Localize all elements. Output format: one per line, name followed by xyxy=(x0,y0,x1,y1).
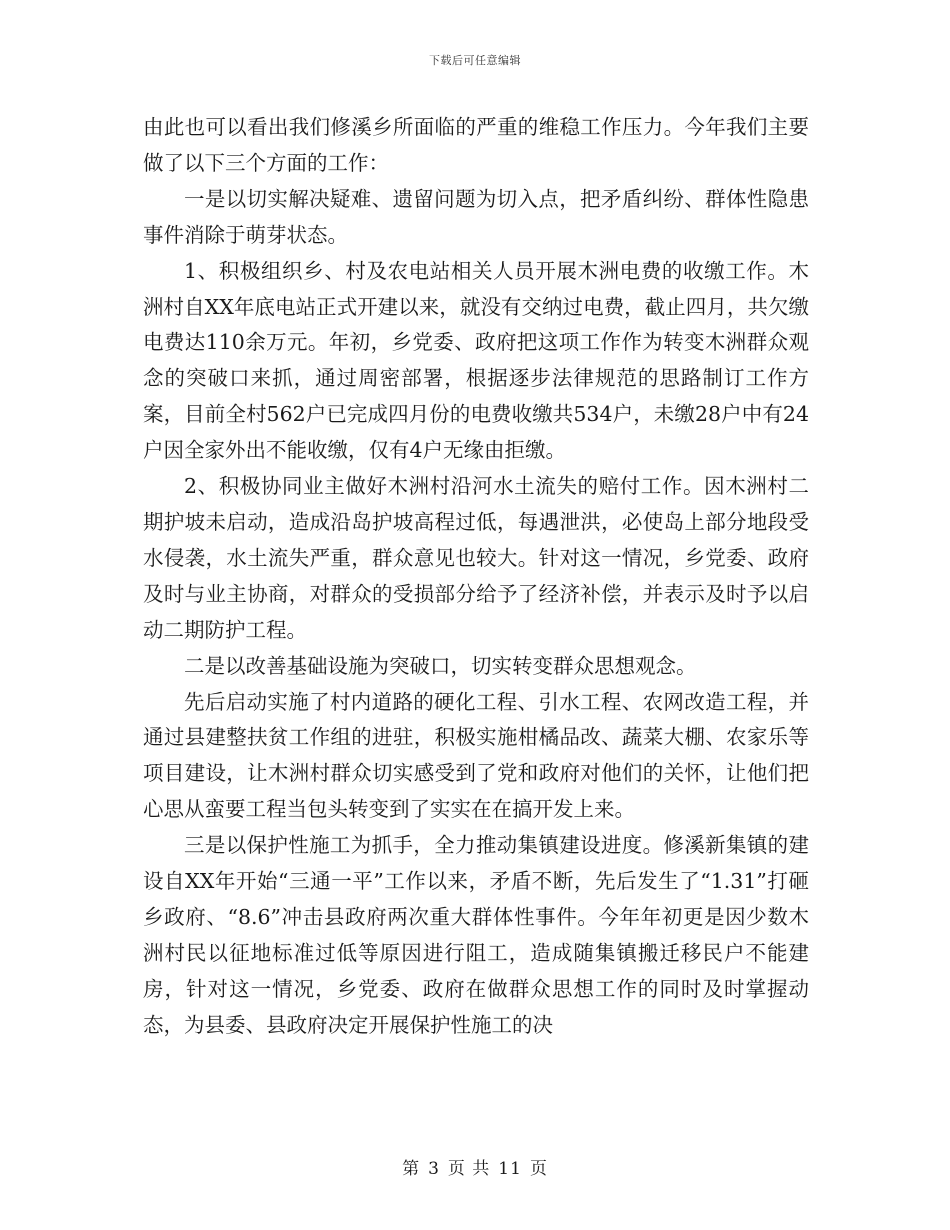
footer-total-pages: 11 xyxy=(498,1159,522,1179)
paragraph-7: 三是以保护性施工为抓手，全力推动集镇建设进度。修溪新集镇的建设自XX年开始“三通一平”工作以来，矛盾不断，先后发生了“1.31”打砸乡政府、“8.6”冲击县政府两次重大群体性事件。今年年初更是因少数木洲村民以征地标准过低等原因进行阻工，造成随集镇搬迁移民户不能建房，针对这一情况，乡党委、政府在做群众思想工作的同时及时掌握动态，为县委、县政府决定开展保护性施工的决 xyxy=(143,833,809,1037)
paragraph-2: 一是以切实解决疑难、遗留问题为切入点，把矛盾纠纷、群体性隐患事件消除于萌芽状态。 xyxy=(143,186,809,247)
paragraph-5: 二是以改善基础设施为突破口，切实转变群众思想观念。 xyxy=(184,653,697,678)
paragraph-1: 由此也可以看出我们修溪乡所面临的严重的维稳工作压力。今年我们主要做了以下三个方面的工作： xyxy=(143,115,809,175)
document-body xyxy=(143,110,809,1044)
footer-suffix: 页 xyxy=(529,1159,548,1179)
paragraph-4: 2、积极协同业主做好木洲村沿河水土流失的赔付工作。因木洲村二期护坡未启动，造成沿岛护坡高程过低，每遇泄洪，必使岛上部分地段受水侵袭，水土流失严重，群众意见也较大。针对这一情况，乡党委、政府及时与业主协商，对群众的受损部分给予了经济补偿，并表示及时予以启动二期防护工程。 xyxy=(143,474,809,642)
page-footer xyxy=(0,1154,950,1179)
paragraph-3: 1、积极组织乡、村及农电站相关人员开展木洲电费的收缴工作。木洲村自XX年底电站正式开建以来，就没有交纳过电费，截止四月，共欠缴电费达110余万元。年初，乡党委、政府把这项工作作为转变木洲群众观念的突破口来抓，通过周密部署，根据逐步法律规范的思路制订工作方案，目前全村562户已完成四月份的电费收缴共534户，未缴28户中有24户因全家外出不能收缴，仅有4户无缘由拒缴。 xyxy=(143,258,809,463)
footer-page-number: 3 xyxy=(428,1159,440,1179)
page-header: 下载后可任意编辑 xyxy=(429,54,521,67)
paragraph-6: 先后启动实施了村内道路的硬化工程、引水工程、农网改造工程，并通过县建整扶贫工作组的进驻，积极实施柑橘品改、蔬菜大棚、农家乐等项目建设，让木洲村群众切实感受到了党和政府对他们的关怀，让他们把心思从蛮要工程当包头转变到了实实在在搞开发上来。 xyxy=(143,689,809,822)
footer-prefix: 第 xyxy=(402,1159,421,1179)
footer-middle: 页 共 xyxy=(447,1159,491,1179)
